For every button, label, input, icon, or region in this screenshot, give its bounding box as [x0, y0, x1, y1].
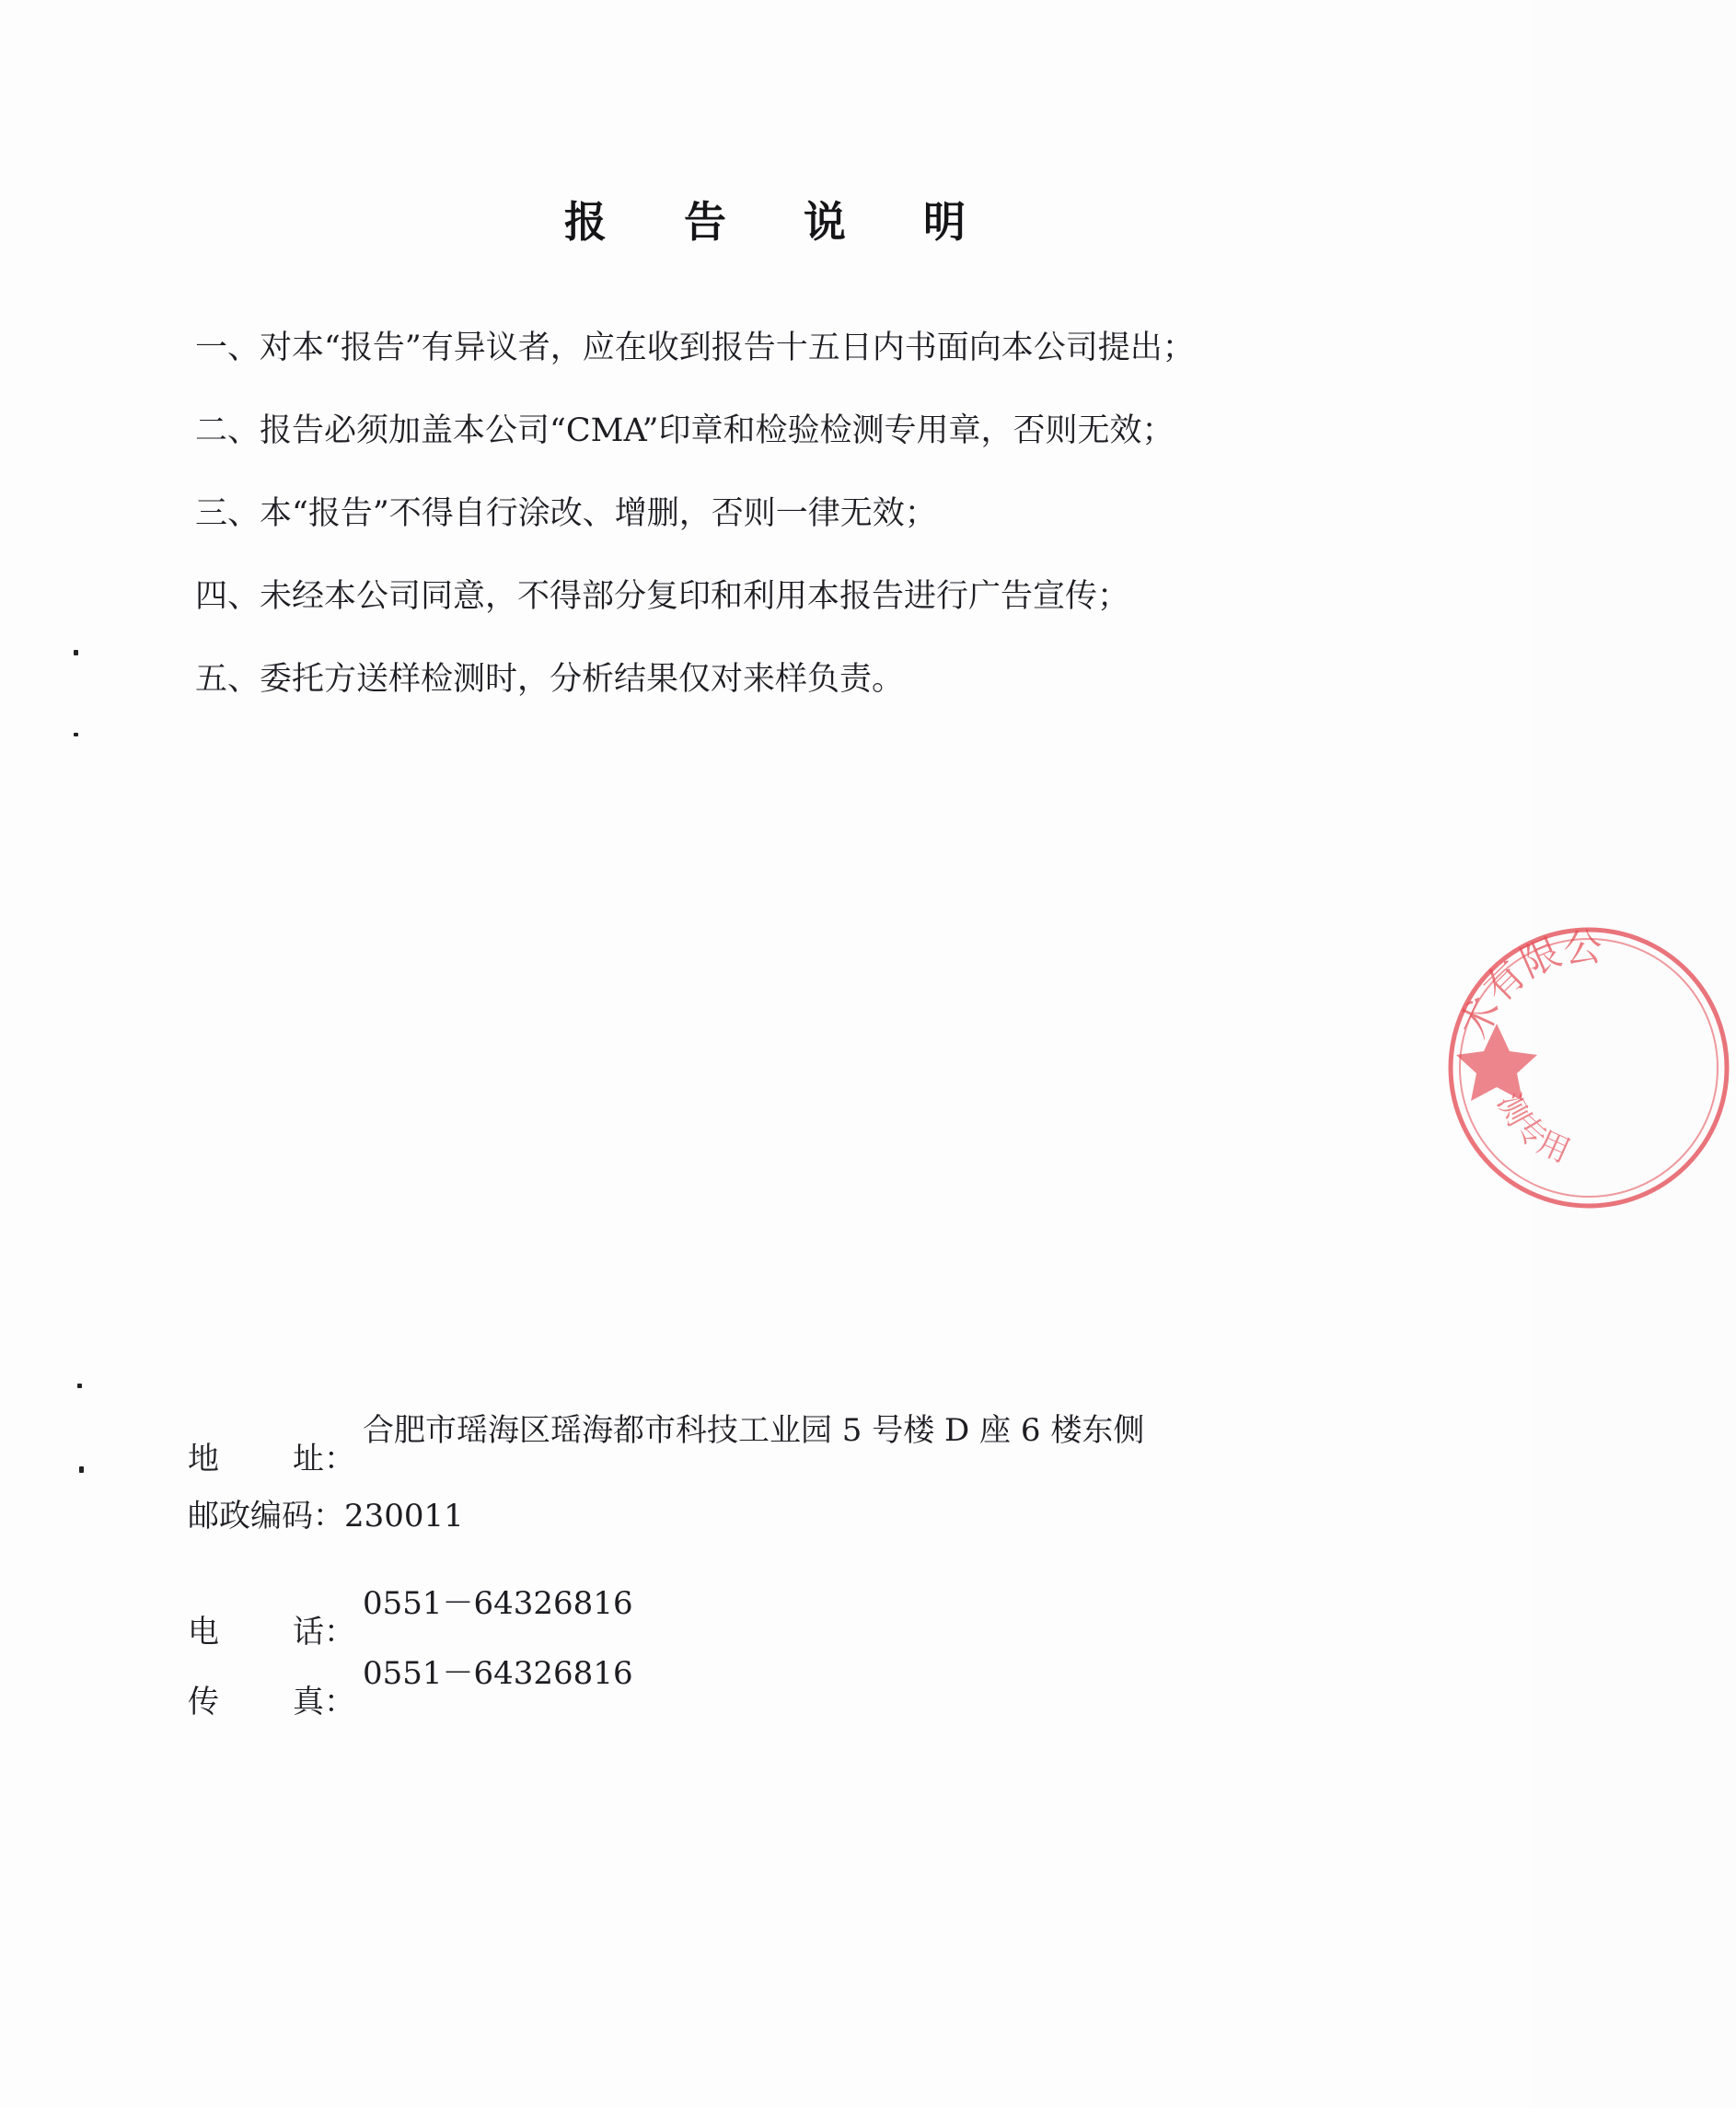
scan-speck — [74, 733, 78, 736]
svg-text:测专用: 测专用 — [1489, 1087, 1576, 1171]
fax-value: 0551－64326816 — [363, 1655, 633, 1692]
note-item-4: 四、未经本公司同意，不得部分复印和利用本报告进行广告宣传； — [195, 578, 1130, 615]
note-item-5: 五、委托方送样检测时，分析结果仅对来样负责。 — [195, 661, 905, 698]
postcode-label: 邮政编码： — [188, 1498, 344, 1535]
phone-value: 0551－64326816 — [363, 1585, 633, 1622]
phone-row: 电 话： 0551－64326816 — [188, 1585, 633, 1650]
scan-speck — [79, 1466, 84, 1473]
postcode-row — [188, 1498, 464, 1535]
scan-speck — [77, 1384, 82, 1388]
fax-row: 传 真： 0551－64326816 — [188, 1655, 633, 1720]
scan-speck — [74, 650, 78, 655]
svg-text:术有限公: 术有限公 — [1451, 924, 1603, 1045]
company-seal-stamp — [1441, 921, 1736, 1215]
postcode-value: 230011 — [344, 1498, 464, 1535]
address-row: 地 址： 合肥市瑶海区瑶海都市科技工业园 5 号楼 D 座 6 楼东侧 — [188, 1412, 1145, 1477]
page-title: 报 告 说 明 — [563, 197, 998, 247]
note-item-2: 二、报告必须加盖本公司“CMA”印章和检验检测专用章，否则无效； — [195, 412, 1175, 449]
address-value: 合肥市瑶海区瑶海都市科技工业园 5 号楼 D 座 6 楼东侧 — [363, 1412, 1145, 1449]
notes-list — [195, 330, 1392, 744]
note-item-3: 三、本“报告”不得自行涂改、增删，否则一律无效； — [195, 495, 937, 532]
note-item-1: 一、对本“报告”有异议者，应在收到报告十五日内书面向本公司提出； — [195, 330, 1195, 366]
